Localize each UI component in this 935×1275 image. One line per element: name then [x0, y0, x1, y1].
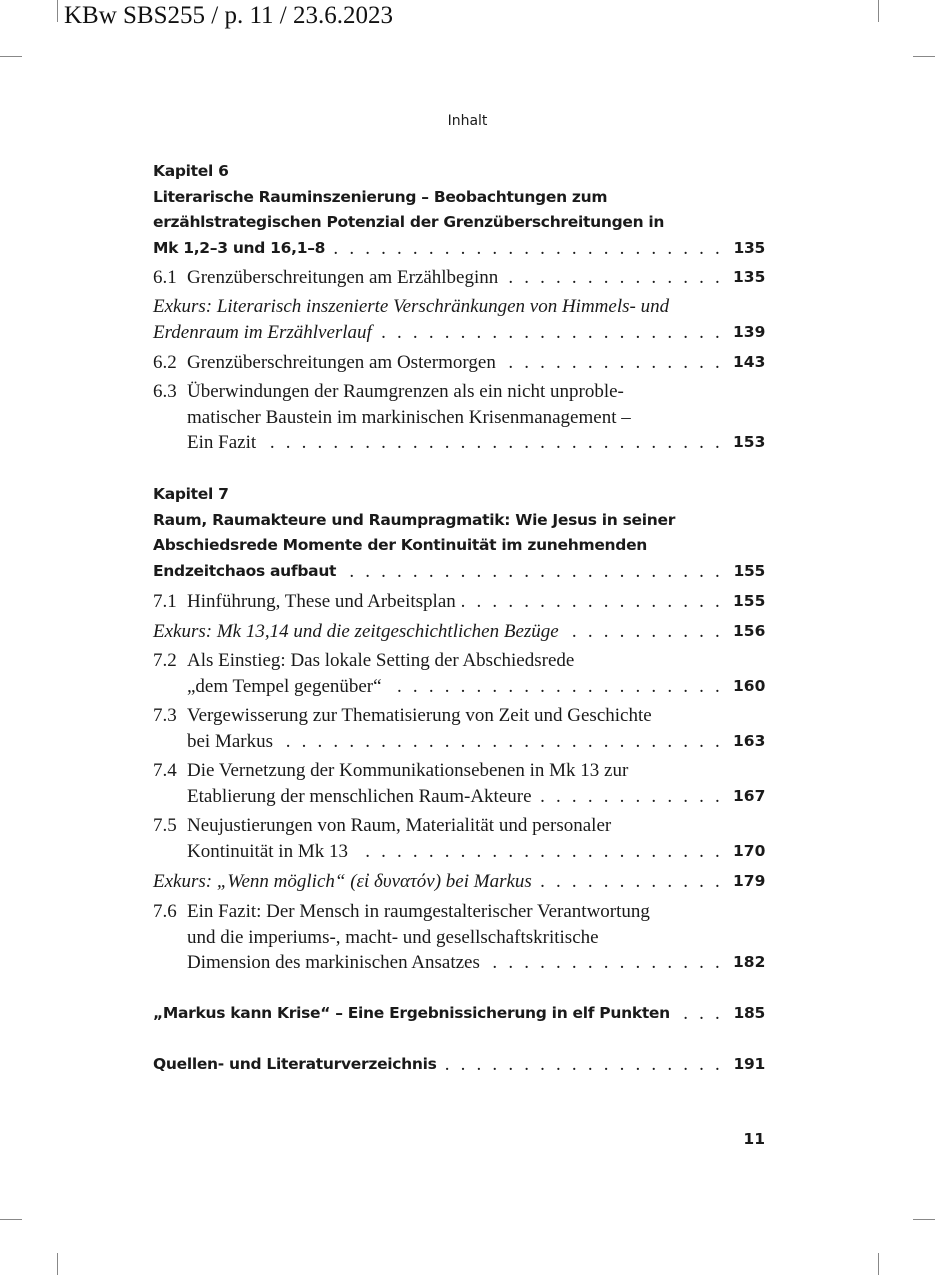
entry-title-line: „dem Tempel gegenüber“ [187, 675, 382, 697]
entry-title-line: Dimension des markinischen Ansatzes [187, 952, 480, 974]
crop-mark [57, 1253, 58, 1275]
toc-entry-section[interactable] [153, 265, 765, 291]
dot-leader [538, 784, 723, 810]
document-stamp: KBw SBS255 / p. 11 / 23.6.2023 [64, 2, 393, 29]
entry-page-number: 155 [733, 561, 765, 580]
dot-leader [331, 236, 723, 262]
dot-leader [354, 839, 723, 865]
entry-title-line: bei Markus [187, 730, 274, 752]
entry-page-number: 139 [733, 322, 766, 341]
entry-title-line: Etablierung der menschlichen Raum-Akteure [187, 785, 532, 807]
section-number: 7.4 [153, 760, 177, 781]
crop-mark [0, 1219, 22, 1220]
entry-page-number: 156 [733, 622, 766, 640]
entry-title-line: und die imperiums-, macht- und gesellschaftskritische [187, 926, 599, 948]
entry-title-line: Quellen- und Literaturverzeichnis [153, 1055, 437, 1073]
entry-page-number: 143 [733, 353, 766, 371]
entry-title-line: Kapitel 7 [153, 485, 229, 503]
crop-mark [0, 56, 22, 57]
entry-title-line: Neujustierungen von Raum, Materialität und personaler [187, 815, 612, 836]
entry-title-line: Literarische Rauminszenierung – Beobachtungen zum [153, 187, 608, 206]
entry-title-line: Endzeitchaos aufbaut [153, 561, 337, 580]
toc-entry-chapter[interactable] [153, 159, 765, 261]
toc-entry-section[interactable] [153, 350, 765, 376]
entry-page-number: 163 [733, 731, 766, 750]
dot-leader [502, 350, 723, 376]
toc-entry-chapter[interactable] [153, 482, 765, 584]
entry-title-line: Vergewisserung zur Thematisierung von Zeit und Geschichte [187, 705, 652, 726]
running-head: Inhalt [447, 113, 488, 129]
entry-page-number: 185 [733, 1004, 765, 1022]
entry-title-line: matischer Baustein im markinischen Krisenmanagement – [187, 406, 631, 428]
dot-leader [388, 674, 723, 700]
entry-title-line: erzählstrategischen Potenzial der Grenzüberschreitungen in [153, 213, 665, 232]
entry-page-number: 167 [733, 786, 766, 805]
entry-title-line: Kontinuität in Mk 13 [187, 840, 348, 862]
crop-mark [913, 56, 935, 57]
dot-leader [462, 589, 723, 615]
section-number: 7.3 [153, 705, 177, 726]
dot-leader [486, 950, 723, 976]
section-number: 6.3 [153, 381, 177, 402]
entry-title-line: Abschiedsrede Momente der Kontinuität im zunehmenden [153, 536, 648, 555]
entry-page-number: 191 [733, 1055, 765, 1073]
entry-title-line: Ein Fazit: Der Mensch in raumgestalterischer Verantwortung [187, 901, 650, 922]
toc-entry-section[interactable] [153, 589, 765, 615]
entry-title-line: Exkurs: „Wenn möglich“ (εἰ δυνατόν) bei Markus [153, 871, 532, 892]
toc-entry-section[interactable] [153, 899, 765, 976]
entry-title-line: Exkurs: Literarisch inszenierte Verschränkungen von Himmels- und [153, 296, 670, 317]
dot-leader [538, 869, 723, 895]
entry-page-number: 160 [733, 676, 766, 695]
entry-title-line: Erdenraum im Erzählverlauf [153, 321, 372, 343]
toc-entry-chapter[interactable] [153, 1052, 765, 1078]
dot-leader [565, 619, 723, 645]
entry-title-line: Ein Fazit [187, 432, 257, 454]
dot-leader [676, 1001, 723, 1027]
entry-title-line: Mk 1,2–3 und 16,1–8 [153, 238, 326, 257]
page-number: 11 [743, 1130, 765, 1148]
entry-title-line: Raum, Raumakteure und Raumpragmatik: Wie Jesus in seiner [153, 510, 676, 529]
toc-entry-exkurs[interactable] [153, 619, 765, 645]
crop-mark [913, 1219, 935, 1220]
entry-page-number: 182 [733, 953, 766, 972]
dot-leader [378, 320, 723, 346]
entry-page-number: 155 [733, 592, 766, 610]
entry-title-line: Als Einstieg: Das lokale Setting der Abschiedsrede [187, 650, 575, 671]
toc-entry-exkurs[interactable] [153, 869, 765, 895]
toc-entry-exkurs[interactable] [153, 294, 765, 345]
entry-title-line: Exkurs: Mk 13,14 und die zeitgeschichtlichen Bezüge [153, 621, 559, 642]
dot-leader [443, 1052, 723, 1078]
entry-title-line: Die Vernetzung der Kommunikationsebenen in Mk 13 zur [187, 760, 629, 781]
toc-entry-section[interactable] [153, 813, 765, 864]
section-number: 7.1 [153, 591, 177, 612]
entry-title-line: Kapitel 6 [153, 162, 229, 180]
toc-entry-section[interactable] [153, 758, 765, 809]
dot-leader [504, 265, 723, 291]
section-number: 6.1 [153, 267, 177, 288]
toc-entry-section[interactable] [153, 648, 765, 699]
entry-page-number: 135 [733, 238, 765, 257]
entry-page-number: 170 [733, 841, 766, 860]
crop-mark [878, 0, 879, 22]
dot-leader [279, 729, 723, 755]
toc-entry-chapter[interactable] [153, 1001, 765, 1027]
section-number: 7.2 [153, 650, 177, 671]
section-number: 7.6 [153, 901, 177, 922]
toc-entry-section[interactable] [153, 703, 765, 754]
entry-title-line: Grenzüberschreitungen am Ostermorgen [187, 352, 496, 373]
section-number: 7.5 [153, 815, 177, 836]
section-number: 6.2 [153, 352, 177, 373]
toc-entry-section[interactable] [153, 379, 765, 456]
entry-page-number: 153 [733, 433, 766, 452]
entry-title-line: Überwindungen der Raumgrenzen als ein nicht unproble- [187, 381, 624, 402]
crop-mark [878, 1253, 879, 1275]
dot-leader [342, 559, 723, 585]
crop-mark [57, 0, 58, 22]
entry-title-line: Grenzüberschreitungen am Erzählbeginn [187, 267, 499, 288]
entry-title-line: „Markus kann Krise“ – Eine Ergebnissicherung in elf Punkten [153, 1004, 670, 1022]
entry-page-number: 135 [733, 268, 766, 286]
entry-title-line: Hinführung, These und Arbeitsplan [187, 591, 456, 612]
dot-leader [262, 430, 723, 456]
entry-page-number: 179 [733, 872, 766, 890]
